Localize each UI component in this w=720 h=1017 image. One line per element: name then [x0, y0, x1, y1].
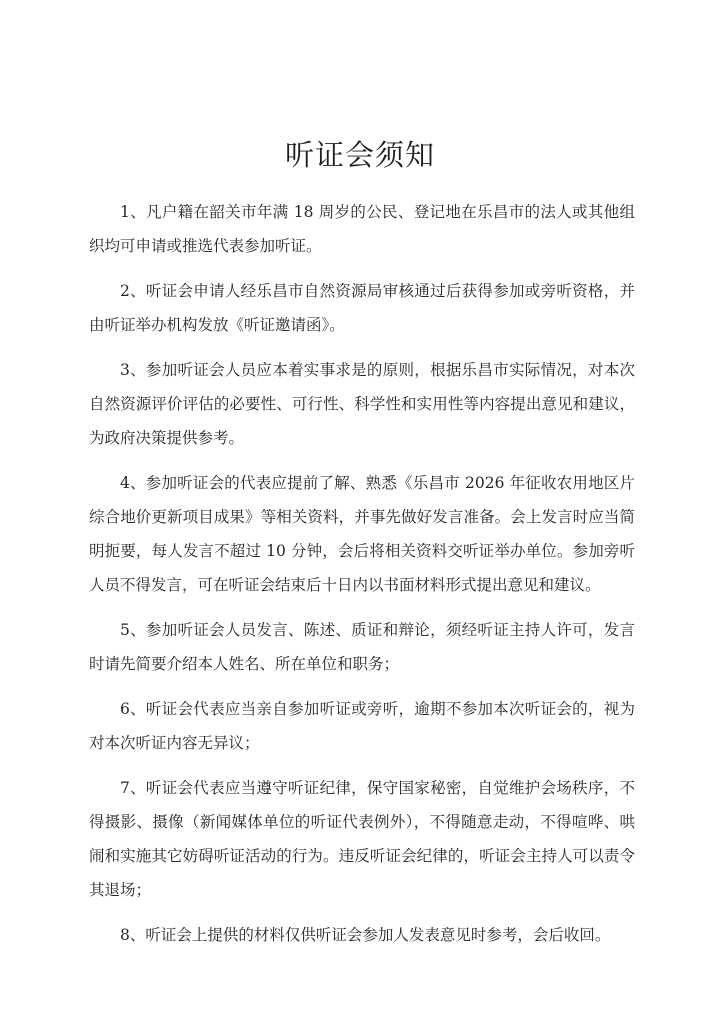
- paragraph-3: 3、参加听证会人员应本着实事求是的原则，根据乐昌市实际情况，对本次自然资源评价评估的必要性、可行性、科学性和实用性等内容提出意见和建议，为政府决策提供参考。: [89, 361, 635, 447]
- paragraph-5: 5、参加听证会人员发言、陈述、质证和辩论，须经听证主持人许可，发言时请先简要介绍本人姓名、所在单位和职务；: [89, 621, 635, 673]
- paragraph-4: 4、参加听证会的代表应提前了解、熟悉《乐昌市 2026 年征收农用地区片综合地价更新项目成果》等相关资料，并事先做好发言准备。会上发言时应当简明扼要，每人发言不超过 10 分钟，会后将相关资料交听证举办单位。参加旁听人员不得发言，可在听证会结束后十日内以书面材料形式提出意见和建议。: [89, 474, 635, 594]
- paragraph-7: 7、听证会代表应当遵守听证纪律，保守国家秘密，自觉维护会场秩序，不得摄影、摄像（新闻媒体单位的听证代表例外），不得随意走动，不得喧哗、哄闹和实施其它妨碍听证活动的行为。违反听证会纪律的，听证会主持人可以责令其退场；: [89, 779, 635, 899]
- document-title: 听证会须知: [284, 138, 435, 172]
- paragraph-1: 1、凡户籍在韶关市年满 18 周岁的公民、登记地在乐昌市的法人或其他组织均可申请或推选代表参加听证。: [89, 203, 635, 255]
- document-body: [89, 195, 635, 963]
- paragraph-6: 6、听证会代表应当亲自参加听证或旁听，逾期不参加本次听证会的，视为对本次听证内容无异议；: [89, 700, 635, 752]
- paragraph-8: 8、听证会上提供的材料仅供听证会参加人发表意见时参考，会后收回。: [120, 926, 611, 944]
- paragraph-2: 2、听证会申请人经乐昌市自然资源局审核通过后获得参加或旁听资格，并由听证举办机构发放《听证邀请函》。: [89, 282, 635, 334]
